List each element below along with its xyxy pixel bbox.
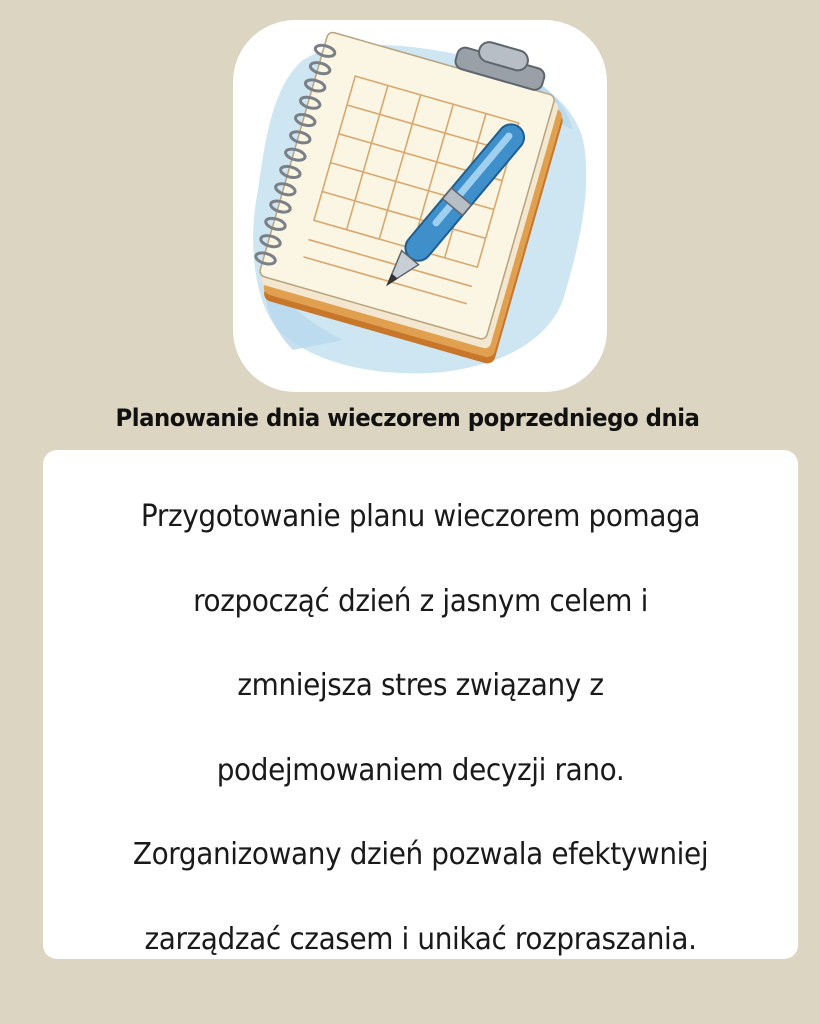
body-line: Zorganizowany dzień pozwala efektywniej [132,837,709,872]
body-line: zarządzać czasem i unikać rozpraszania. [144,921,697,957]
body-line: zmniejsza stres związany z [237,668,604,703]
body-line: Przygotowanie planu wieczorem pomaga [140,499,701,534]
body-line: podejmowaniem decyzji rano. [216,752,625,788]
body-paragraph [69,475,771,982]
body-line: rozpocząć dzień z jasnym celem i [193,583,648,619]
illustration-card [233,20,607,392]
content-card [43,450,798,959]
notebook-with-pen-icon [233,20,607,392]
page-title: Planowanie dnia wieczorem poprzedniego dnia [115,404,700,432]
